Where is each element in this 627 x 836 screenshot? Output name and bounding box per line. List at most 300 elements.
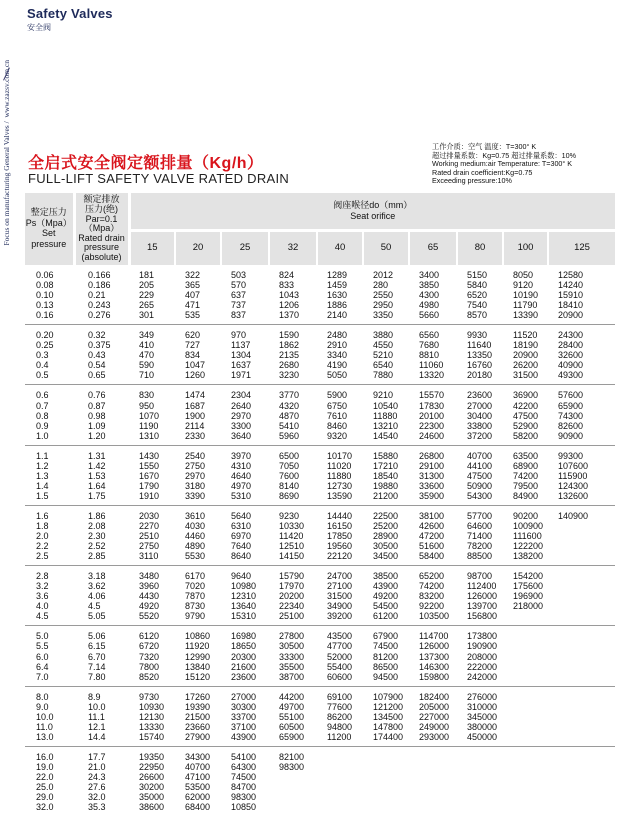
- table-cell-value: [467, 782, 503, 792]
- table-cell-value: 23600: [231, 671, 257, 682]
- table-cell-value: 7050: [279, 460, 300, 471]
- table-cell-value: 22500: [373, 510, 399, 521]
- table-cell-value: 63500: [513, 450, 539, 461]
- table-cell-value: 2304: [231, 390, 252, 401]
- table-cell-value: 132600: [558, 490, 589, 501]
- table-row-group: [25, 505, 615, 565]
- table-cell-value: 18410: [558, 300, 584, 311]
- table-cell-value: 9790: [185, 611, 206, 622]
- table-cell-value: 470: [139, 350, 155, 361]
- table-cell-value: 146300: [419, 661, 450, 672]
- drain-value-cell: [317, 566, 363, 626]
- table-cell-value: 5660: [419, 310, 440, 321]
- table-cell-value: 126000: [467, 591, 498, 602]
- table-cell-value: 2.0: [36, 531, 49, 542]
- table-cell-value: 7640: [231, 541, 252, 552]
- drain-value-cell: [129, 265, 175, 325]
- table-cell-value: 17830: [419, 400, 445, 411]
- table-cell-value: 114700: [419, 631, 449, 642]
- drain-value-cell: [409, 445, 457, 505]
- table-cell-value: 67900: [373, 631, 399, 642]
- table-row-group: [25, 385, 615, 445]
- table-cell-value: 39200: [327, 611, 353, 622]
- table-cell-value: 0.08: [36, 280, 54, 291]
- table-cell-value: [558, 722, 615, 732]
- table-cell-value: 30500: [279, 641, 305, 652]
- table-cell-value: 10190: [513, 290, 539, 301]
- table-cell-value: 280: [373, 280, 389, 291]
- table-cell-value: [558, 591, 615, 601]
- table-cell-value: 1790: [139, 480, 160, 491]
- drain-value-cell: [409, 626, 457, 686]
- table-cell-value: 4.06: [88, 591, 106, 602]
- table-cell-value: 159800: [419, 671, 450, 682]
- table-cell-value: [513, 692, 548, 702]
- table-cell-value: [513, 792, 548, 802]
- table-cell-value: 29100: [419, 460, 445, 471]
- drain-value-cell: [409, 686, 457, 746]
- table-cell-value: 33700: [231, 711, 257, 722]
- table-cell-value: [513, 702, 548, 712]
- table-cell-value: [513, 611, 548, 621]
- table-cell-value: 51600: [419, 541, 445, 552]
- table-cell-value: 55100: [279, 711, 305, 722]
- table-cell-value: 3110: [139, 551, 159, 562]
- drain-value-cell: [363, 325, 409, 385]
- col-header-orifice-size: 20: [175, 230, 221, 265]
- table-cell-value: 249000: [419, 721, 450, 732]
- table-cell-value: 74500: [231, 771, 257, 782]
- set-pressure-cell: [25, 686, 74, 746]
- table-cell-value: 65900: [558, 400, 584, 411]
- table-cell-value: 13350: [467, 350, 493, 361]
- table-cell-value: 1.20: [88, 430, 106, 441]
- drain-value-cell: [457, 385, 503, 445]
- table-cell-value: 2330: [185, 430, 206, 441]
- table-cell-value: 2030: [139, 510, 160, 521]
- table-cell-value: [558, 611, 615, 621]
- table-cell-value: 4320: [279, 400, 300, 411]
- table-cell-value: [373, 772, 409, 782]
- drain-value-cell: [175, 686, 221, 746]
- table-cell-value: [467, 802, 503, 812]
- table-cell-value: [327, 752, 363, 762]
- rated-pressure-cell: [74, 325, 129, 385]
- table-cell-value: 3400: [419, 270, 440, 280]
- table-cell-value: 19350: [139, 751, 165, 762]
- set-pressure-cell: [25, 505, 74, 565]
- table-cell-value: 156800: [467, 611, 498, 622]
- table-cell-value: 15570: [419, 390, 445, 401]
- table-cell-value: 53500: [185, 782, 211, 793]
- drain-value-cell: [363, 626, 409, 686]
- table-cell-value: 4310: [231, 460, 252, 471]
- table-cell-value: 58200: [513, 430, 539, 441]
- drain-value-cell: [317, 265, 363, 325]
- table-cell-value: 124300: [558, 480, 589, 491]
- table-title-cn: 全启式安全阀定额排量（Kg/h）: [28, 155, 264, 172]
- table-cell-value: 19390: [185, 701, 211, 712]
- table-cell-value: 834: [185, 350, 201, 361]
- table-cell-value: 1.2: [36, 460, 49, 471]
- drain-value-cell: [409, 385, 457, 445]
- table-cell-value: 5210: [373, 350, 394, 361]
- table-cell-value: 16.0: [36, 751, 54, 762]
- drain-value-cell: [129, 626, 175, 686]
- table-cell-value: [513, 631, 548, 641]
- drain-value-cell: [175, 265, 221, 325]
- drain-value-cell: [269, 265, 317, 325]
- table-cell-value: [558, 571, 615, 581]
- table-cell-value: [279, 782, 317, 792]
- table-cell-value: 60600: [327, 671, 353, 682]
- table-cell-value: 47100: [185, 771, 211, 782]
- table-cell-value: 13640: [231, 601, 257, 612]
- col-header-seat-orifice: 阀座喉径do（mm） Seat orifice: [129, 193, 615, 230]
- table-cell-value: 4.5: [88, 601, 101, 612]
- table-cell-value: [558, 782, 615, 792]
- table-cell-value: 3640: [231, 430, 252, 441]
- section-title: Safety Valves: [27, 6, 113, 21]
- table-cell-value: 0.5: [36, 370, 49, 381]
- table-cell-value: 1190: [139, 420, 159, 431]
- table-cell-value: 0.166: [88, 270, 111, 280]
- table-cell-value: 5530: [185, 551, 206, 562]
- table-cell-value: 90900: [558, 430, 584, 441]
- table-cell-value: 22950: [139, 761, 165, 772]
- table-cell-value: 27000: [231, 691, 257, 702]
- table-cell-value: 21600: [231, 661, 257, 672]
- table-cell-value: 11060: [419, 360, 444, 371]
- table-cell-value: 11420: [279, 531, 304, 542]
- table-cell-value: 13.0: [36, 731, 54, 742]
- table-cell-value: [373, 782, 409, 792]
- table-cell-value: 5840: [467, 280, 488, 291]
- table-cell-value: 3230: [279, 370, 300, 381]
- table-cell-value: 0.375: [88, 340, 111, 351]
- drain-value-cell: [221, 505, 269, 565]
- table-cell-value: 32600: [558, 350, 584, 361]
- table-cell-value: 2970: [185, 470, 206, 481]
- table-cell-value: 15310: [231, 611, 257, 622]
- table-cell-value: 100900: [513, 520, 544, 531]
- table-cell-value: 14240: [558, 280, 584, 291]
- drain-value-cell: [221, 385, 269, 445]
- table-cell-value: 208000: [467, 651, 498, 662]
- drain-value-cell: [363, 505, 409, 565]
- table-cell-value: 47500: [513, 410, 539, 421]
- table-cell-value: 4430: [139, 591, 160, 602]
- table-cell-value: 14.4: [88, 731, 106, 742]
- drain-value-cell: [457, 325, 503, 385]
- table-cell-value: 410: [139, 340, 155, 351]
- table-cell-value: 1971: [231, 370, 252, 381]
- table-cell-value: 6310: [231, 520, 252, 531]
- table-cell-value: 3300: [231, 420, 252, 431]
- table-cell-value: 11880: [327, 470, 352, 481]
- table-cell-value: 242000: [467, 671, 498, 682]
- table-cell-value: 16760: [467, 360, 493, 371]
- table-cell-value: 35500: [279, 661, 305, 672]
- table-cell-value: 570: [231, 280, 247, 291]
- table-cell-value: 727: [185, 340, 201, 351]
- table-cell-value: [419, 772, 457, 782]
- drain-value-cell: [503, 265, 548, 325]
- table-cell-value: 43900: [231, 731, 257, 742]
- table-cell-value: 38700: [279, 671, 305, 682]
- table-cell-value: 824: [279, 270, 295, 280]
- table-cell-value: 10540: [373, 400, 399, 411]
- table-cell-value: 0.8: [36, 410, 49, 421]
- table-cell-value: 407: [185, 290, 201, 301]
- table-cell-value: 68900: [513, 460, 539, 471]
- table-cell-value: 134500: [373, 711, 404, 722]
- table-cell-value: 7020: [185, 581, 206, 592]
- table-cell-value: 8810: [419, 350, 440, 361]
- table-cell-value: 34500: [373, 551, 399, 562]
- table-cell-value: 30500: [373, 541, 399, 552]
- drain-value-cell: [363, 385, 409, 445]
- table-cell-value: 1.09: [88, 420, 106, 431]
- table-cell-value: [558, 601, 615, 611]
- table-cell-value: 8640: [231, 551, 252, 562]
- table-cell-value: 1862: [279, 340, 300, 351]
- drain-value-cell: [129, 325, 175, 385]
- table-cell-value: 1.86: [88, 510, 106, 521]
- table-cell-value: 2510: [139, 531, 160, 542]
- table-cell-value: 86200: [327, 711, 353, 722]
- table-cell-value: 40700: [467, 450, 493, 461]
- table-cell-value: 196900: [513, 591, 544, 602]
- drain-value-cell: [363, 746, 409, 816]
- table-cell-value: [373, 752, 409, 762]
- table-cell-value: 47500: [467, 470, 493, 481]
- table-cell-value: 9320: [327, 430, 348, 441]
- drain-value-cell: [175, 385, 221, 445]
- table-cell-value: [419, 752, 457, 762]
- table-cell-value: 227000: [419, 711, 450, 722]
- table-cell-value: [558, 802, 615, 812]
- table-title-en: FULL-LIFT SAFETY VALVE RATED DRAIN: [28, 171, 290, 186]
- table-cell-value: 4460: [185, 531, 206, 542]
- table-cell-value: 4.0: [36, 601, 49, 612]
- table-cell-value: 7680: [419, 340, 440, 351]
- table-cell-value: 23660: [185, 721, 211, 732]
- table-cell-value: 74500: [373, 641, 399, 652]
- table-cell-value: 12510: [279, 541, 305, 552]
- table-cell-value: 837: [231, 310, 247, 321]
- table-cell-value: 1289: [327, 270, 348, 280]
- table-cell-value: 20200: [279, 591, 305, 602]
- table-cell-value: 3970: [231, 450, 252, 461]
- table-cell-value: 37200: [467, 430, 493, 441]
- table-cell-value: 86500: [373, 661, 399, 672]
- table-cell-value: 205000: [419, 701, 450, 712]
- table-cell-value: 0.43: [88, 350, 106, 361]
- table-cell-value: [513, 802, 548, 812]
- table-cell-value: 0.65: [88, 370, 106, 381]
- table-cell-value: 57600: [558, 390, 584, 401]
- table-cell-value: 1047: [185, 360, 206, 371]
- table-cell-value: [327, 802, 363, 812]
- drain-value-cell: [317, 445, 363, 505]
- table-cell-value: 310000: [467, 701, 498, 712]
- table-cell-value: 2750: [139, 541, 160, 552]
- side-text: [0, 60, 14, 480]
- drain-value-cell: [129, 746, 175, 816]
- table-cell-value: [558, 652, 615, 662]
- table-cell-value: 10980: [231, 581, 257, 592]
- table-cell-value: 17260: [185, 691, 211, 702]
- rated-drain-table: [25, 193, 615, 816]
- table-cell-value: [558, 792, 615, 802]
- drain-value-cell: [269, 325, 317, 385]
- table-cell-value: 6.70: [88, 651, 106, 662]
- table-cell-value: 18190: [513, 340, 539, 351]
- condition-line: Exceeding pressure:10%: [432, 176, 512, 186]
- table-cell-value: 0.7: [36, 400, 49, 411]
- table-cell-value: 8.9: [88, 691, 101, 702]
- table-cell-value: [279, 772, 317, 782]
- table-cell-value: 107900: [373, 691, 404, 702]
- col-header-orifice-size: 80: [457, 230, 503, 265]
- table-cell-value: 6170: [185, 571, 206, 582]
- table-cell-value: 71400: [467, 531, 493, 542]
- drain-value-cell: [363, 265, 409, 325]
- table-cell-value: 35000: [139, 792, 165, 803]
- table-cell-value: 5.06: [88, 631, 106, 642]
- table-cell-value: 3.18: [88, 571, 106, 582]
- table-cell-value: [558, 692, 615, 702]
- table-cell-value: [513, 662, 548, 672]
- table-cell-value: 6970: [231, 531, 252, 542]
- table-cell-value: 1206: [279, 300, 300, 311]
- table-row-group: [25, 325, 615, 385]
- drain-value-cell: [269, 385, 317, 445]
- table-cell-value: 10930: [139, 701, 165, 712]
- table-row-group: [25, 686, 615, 746]
- drain-value-cell: [317, 325, 363, 385]
- table-cell-value: 33800: [467, 420, 493, 431]
- table-cell-value: [558, 641, 615, 651]
- table-cell-value: 112400: [467, 581, 497, 592]
- table-cell-value: 9230: [279, 510, 300, 521]
- col-header-orifice-size: 32: [269, 230, 317, 265]
- table-cell-value: 970: [231, 330, 247, 341]
- table-cell-value: 24.3: [88, 771, 106, 782]
- table-cell-value: 81200: [373, 651, 399, 662]
- rated-pressure-cell: [74, 746, 129, 816]
- table-cell-value: 5.5: [36, 641, 49, 652]
- table-cell-value: 20180: [467, 370, 493, 381]
- table-cell-value: 12580: [558, 270, 584, 280]
- table-cell-value: [558, 752, 615, 762]
- table-cell-value: 1590: [279, 330, 300, 341]
- table-cell-value: 31500: [327, 591, 353, 602]
- table-cell-value: 301: [139, 310, 155, 321]
- table-cell-value: 31300: [419, 470, 445, 481]
- set-pressure-cell: [25, 385, 74, 445]
- table-cell-value: 0.98: [88, 410, 106, 421]
- table-cell-value: 22340: [279, 601, 305, 612]
- table-cell-value: 345000: [467, 711, 498, 722]
- drain-value-cell: [503, 746, 548, 816]
- table-cell-value: 54100: [231, 751, 257, 762]
- table-cell-value: 10850: [231, 802, 257, 813]
- table-cell-value: 11020: [327, 460, 352, 471]
- table-cell-value: [513, 722, 548, 732]
- table-cell-value: 65200: [419, 571, 445, 582]
- table-cell-value: 7320: [139, 651, 160, 662]
- table-cell-value: 173800: [467, 631, 498, 642]
- drain-value-cell: [548, 385, 615, 445]
- table-cell-value: 1043: [279, 290, 300, 301]
- table-cell-value: 13390: [513, 310, 539, 321]
- table-cell-value: [513, 672, 548, 682]
- table-cell-value: [513, 712, 548, 722]
- table-cell-value: 122200: [513, 541, 544, 552]
- table-cell-value: 17.7: [88, 751, 106, 762]
- table-cell-value: 43900: [373, 581, 399, 592]
- rated-pressure-cell: [74, 385, 129, 445]
- table-cell-value: 1630: [327, 290, 348, 301]
- table-cell-value: 2114: [185, 420, 205, 431]
- table-cell-value: [327, 792, 363, 802]
- table-cell-value: [419, 762, 457, 772]
- table-cell-value: [513, 732, 548, 742]
- table-cell-value: 205: [139, 280, 155, 291]
- table-cell-value: 6720: [139, 641, 160, 652]
- table-cell-value: 90200: [513, 510, 539, 521]
- table-cell-value: 737: [231, 300, 247, 311]
- side-tagline: Focus on manufacturing General Valves: [2, 125, 11, 246]
- table-cell-value: 20900: [513, 350, 539, 361]
- table-cell-value: 1637: [231, 360, 252, 371]
- table-cell-value: 103500: [419, 611, 450, 622]
- col-header-orifice-size: 25: [221, 230, 269, 265]
- table-cell-value: 121200: [373, 701, 404, 712]
- table-cell-value: [279, 802, 317, 812]
- table-cell-value: 1.31: [88, 450, 106, 461]
- table-cell-value: 2.52: [88, 541, 106, 552]
- drain-value-cell: [457, 626, 503, 686]
- table-row-group: [25, 445, 615, 505]
- table-cell-value: 2640: [231, 400, 252, 411]
- table-cell-value: [558, 772, 615, 782]
- col-header-orifice-size: 15: [129, 230, 175, 265]
- table-cell-value: 1.75: [88, 490, 106, 501]
- table-cell-value: 5.0: [36, 631, 49, 642]
- table-cell-value: 0.20: [36, 330, 54, 341]
- drain-value-cell: [457, 265, 503, 325]
- table-cell-value: [513, 652, 548, 662]
- table-cell-value: 0.21: [88, 290, 106, 301]
- table-cell-value: 44200: [279, 691, 305, 702]
- table-cell-value: 19.0: [36, 761, 54, 772]
- table-cell-value: 2550: [373, 290, 394, 301]
- table-cell-value: 11880: [373, 410, 398, 421]
- table-cell-value: 19880: [373, 480, 399, 491]
- table-cell-value: [419, 792, 457, 802]
- col-header-orifice-size: 50: [363, 230, 409, 265]
- table-cell-value: 12130: [139, 711, 165, 722]
- table-cell-value: 6540: [373, 360, 394, 371]
- table-cell-value: 111600: [513, 531, 542, 542]
- condition-line: Rated drain coefficient:Kg=0.75: [432, 167, 533, 177]
- table-cell-value: 830: [139, 390, 155, 401]
- table-cell-value: 0.25: [36, 340, 54, 351]
- table-cell-value: 17970: [279, 581, 305, 592]
